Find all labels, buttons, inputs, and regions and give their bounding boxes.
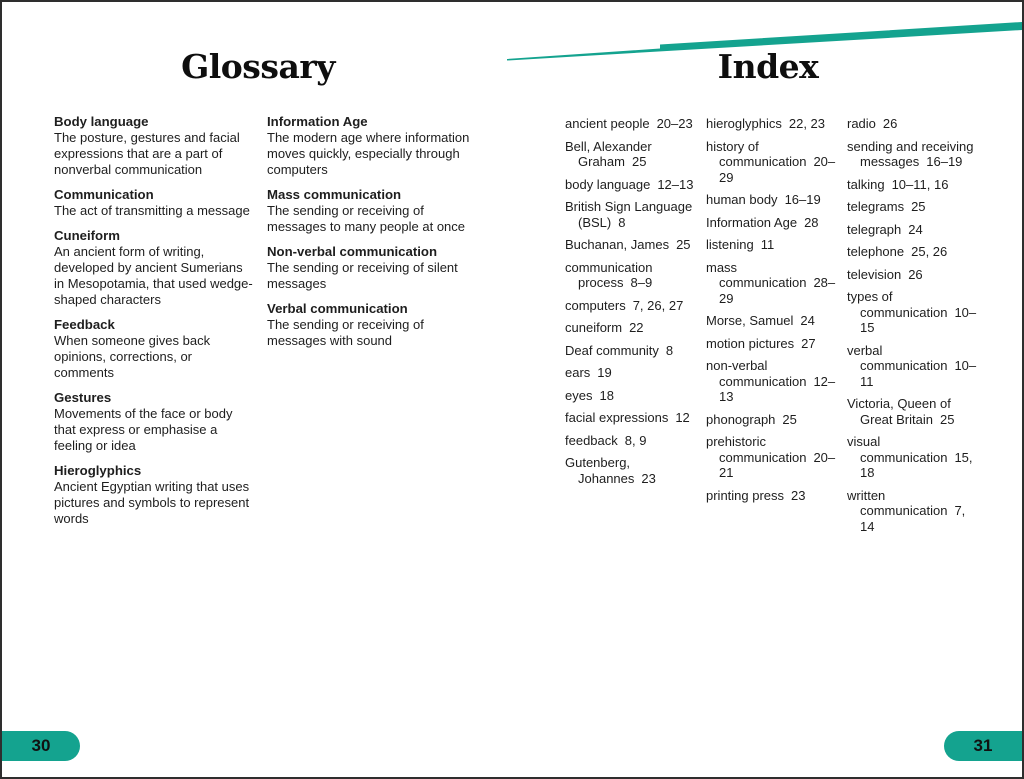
glossary-entry bbox=[54, 187, 254, 219]
index-pages: 23 bbox=[791, 487, 806, 503]
index-pages: 24 bbox=[908, 221, 923, 237]
glossary-section bbox=[54, 114, 479, 536]
index-term: phonograph bbox=[706, 411, 776, 427]
index-term: verbal communication bbox=[847, 342, 948, 373]
index-entry bbox=[706, 116, 836, 132]
index-entry bbox=[706, 358, 836, 405]
index-pages: 7, 26, 27 bbox=[632, 297, 684, 313]
index-pages: 18 bbox=[599, 387, 614, 403]
index-pages: 8 bbox=[665, 342, 674, 358]
index-entry bbox=[565, 455, 695, 486]
index-term: telegrams bbox=[847, 199, 905, 214]
glossary-entry bbox=[54, 114, 254, 178]
glossary-entry bbox=[267, 244, 479, 292]
index-pages: 8–9 bbox=[630, 275, 653, 290]
index-section bbox=[565, 116, 977, 541]
page-number-badge-right bbox=[944, 731, 1022, 761]
index-pages: 16–19 bbox=[926, 154, 963, 169]
index-pages: 12–13 bbox=[719, 373, 836, 404]
glossary-term: Feedback bbox=[54, 317, 115, 332]
page-number-left: 30 bbox=[31, 736, 51, 755]
index-pages: 10–11, 16 bbox=[891, 176, 949, 192]
index-entry bbox=[565, 298, 695, 314]
index-term: feedback bbox=[565, 432, 618, 448]
index-entry bbox=[565, 365, 695, 381]
index-term: human body bbox=[706, 192, 778, 207]
index-term: types of communication bbox=[847, 289, 948, 320]
index-entry bbox=[706, 488, 836, 504]
index-pages: 20–29 bbox=[719, 154, 836, 185]
index-term: prehistoric communication bbox=[706, 434, 807, 465]
glossary-entry bbox=[267, 301, 479, 349]
index-pages: 10–11 bbox=[860, 358, 977, 389]
index-entry bbox=[706, 313, 836, 329]
index-entry bbox=[565, 116, 695, 132]
index-pages: 12–13 bbox=[657, 176, 694, 192]
glossary-entry bbox=[54, 390, 254, 454]
index-term: motion pictures bbox=[706, 335, 795, 351]
index-pages: 25 bbox=[631, 154, 647, 169]
index-pages: 10–15 bbox=[860, 304, 977, 335]
glossary-column-1 bbox=[54, 114, 254, 536]
index-term: Information Age bbox=[706, 214, 798, 230]
index-pages: 7, 14 bbox=[860, 503, 966, 534]
index-term: hieroglyphics bbox=[706, 116, 782, 131]
glossary-page-title: Glossary bbox=[181, 47, 335, 86]
index-entry bbox=[565, 199, 695, 230]
glossary-term: Non-verbal communication bbox=[267, 244, 437, 259]
glossary-term: Information Age bbox=[267, 114, 368, 129]
index-pages: 25, 26 bbox=[911, 244, 948, 259]
index-entry bbox=[565, 260, 695, 291]
index-term: printing press bbox=[706, 487, 785, 503]
glossary-entry bbox=[54, 317, 254, 381]
index-entry bbox=[847, 244, 977, 260]
index-term: talking bbox=[847, 176, 885, 192]
index-pages: 23 bbox=[641, 470, 656, 486]
index-entry bbox=[847, 434, 977, 481]
index-term: Deaf community bbox=[565, 342, 659, 358]
index-entry bbox=[706, 260, 836, 307]
index-term: telegraph bbox=[847, 221, 902, 237]
index-pages: 26 bbox=[882, 116, 898, 131]
index-term: listening bbox=[706, 237, 754, 252]
index-term: facial expressions bbox=[565, 410, 669, 425]
glossary-column-2 bbox=[267, 114, 479, 536]
index-term: Victoria, Queen of Great Britain bbox=[847, 396, 951, 427]
index-entry bbox=[706, 434, 836, 481]
index-term: computers bbox=[565, 297, 626, 313]
index-pages: 26 bbox=[908, 266, 923, 282]
index-entry bbox=[565, 433, 695, 449]
index-entry bbox=[706, 237, 836, 253]
index-entry bbox=[565, 320, 695, 336]
index-pages: 12 bbox=[675, 410, 690, 425]
index-term: Bell, Alexander Graham bbox=[565, 138, 652, 169]
index-term: history of communication bbox=[706, 138, 807, 169]
index-pages: 28 bbox=[804, 214, 819, 230]
index-entry bbox=[565, 410, 695, 426]
index-pages: 25 bbox=[911, 199, 926, 214]
index-entry bbox=[847, 116, 977, 132]
index-entry bbox=[847, 222, 977, 238]
glossary-definition: The sending or receiving of messages to many people at once bbox=[267, 203, 466, 234]
index-entry bbox=[565, 343, 695, 359]
index-term: visual communication bbox=[847, 434, 948, 465]
index-entry bbox=[847, 139, 977, 170]
index-pages: 27 bbox=[801, 335, 816, 351]
index-entry bbox=[847, 488, 977, 535]
index-term: body language bbox=[565, 176, 651, 192]
page-number-badge-left bbox=[2, 731, 80, 761]
glossary-entry bbox=[54, 228, 254, 308]
index-term: eyes bbox=[565, 387, 593, 403]
index-entry bbox=[847, 177, 977, 193]
index-term: Gutenberg, Johannes bbox=[565, 455, 635, 486]
index-term: sending and receiving messages bbox=[847, 138, 974, 169]
index-pages: 25 bbox=[782, 411, 797, 427]
glossary-entry bbox=[267, 114, 479, 178]
index-term: written communication bbox=[847, 487, 948, 518]
index-pages: 25 bbox=[676, 237, 691, 252]
glossary-definition: Ancient Egyptian writing that uses pictures and symbols to represent words bbox=[54, 479, 250, 526]
index-pages: 16–19 bbox=[784, 192, 821, 207]
glossary-term: Communication bbox=[54, 187, 154, 202]
index-entry bbox=[706, 412, 836, 428]
index-pages: 22 bbox=[629, 320, 644, 335]
glossary-term: Body language bbox=[54, 114, 149, 129]
index-entry bbox=[706, 336, 836, 352]
index-term: Buchanan, James bbox=[565, 237, 670, 252]
glossary-definition: The posture, gestures and facial expressions that are a part of nonverbal communication bbox=[54, 130, 240, 177]
index-term: telephone bbox=[847, 244, 905, 259]
glossary-term: Verbal communication bbox=[267, 301, 408, 316]
glossary-term: Cuneiform bbox=[54, 228, 120, 243]
index-pages: 19 bbox=[597, 365, 612, 380]
index-pages: 8 bbox=[618, 214, 626, 230]
glossary-entry bbox=[267, 187, 479, 235]
index-entry bbox=[847, 396, 977, 427]
index-pages: 15, 18 bbox=[860, 449, 973, 480]
glossary-term: Hieroglyphics bbox=[54, 463, 142, 478]
index-term: cuneiform bbox=[565, 320, 623, 335]
glossary-definition: When someone gives back opinions, corrections, or comments bbox=[54, 333, 211, 380]
index-term: ancient people bbox=[565, 116, 650, 131]
index-term: communication process bbox=[565, 259, 653, 290]
glossary-definition: The sending or receiving of messages with sound bbox=[267, 317, 424, 348]
index-pages: 8, 9 bbox=[624, 432, 647, 448]
index-entry bbox=[847, 199, 977, 215]
index-pages: 20–23 bbox=[656, 116, 693, 131]
index-pages: 20–21 bbox=[719, 449, 836, 480]
glossary-definition: Movements of the face or body that express or emphasise a feeling or idea bbox=[54, 406, 233, 453]
index-term: television bbox=[847, 266, 902, 282]
index-term: radio bbox=[847, 116, 876, 131]
glossary-definition: The act of transmitting a message bbox=[54, 203, 250, 218]
index-page-title: Index bbox=[717, 47, 819, 86]
index-pages: 11 bbox=[760, 237, 775, 252]
index-pages: 28–29 bbox=[719, 275, 836, 306]
index-entry bbox=[565, 177, 695, 193]
index-term: mass communication bbox=[706, 259, 807, 290]
index-column-2 bbox=[706, 116, 836, 541]
page-number-right: 31 bbox=[973, 736, 993, 755]
index-pages: 24 bbox=[800, 313, 815, 328]
index-entry bbox=[565, 237, 695, 253]
index-term: Morse, Samuel bbox=[706, 313, 794, 328]
index-pages: 22, 23 bbox=[788, 116, 826, 131]
index-entry bbox=[565, 139, 695, 170]
index-term: ears bbox=[565, 365, 591, 380]
index-column-3 bbox=[847, 116, 977, 541]
glossary-term: Mass communication bbox=[267, 187, 402, 202]
glossary-definition: The sending or receiving of silent messages bbox=[267, 260, 458, 291]
index-column-1 bbox=[565, 116, 695, 541]
glossary-entry bbox=[54, 463, 254, 527]
index-entry bbox=[706, 215, 836, 231]
glossary-definition: The modern age where information moves quickly, especially through computers bbox=[267, 130, 470, 177]
index-entry bbox=[847, 289, 977, 336]
index-entry bbox=[847, 267, 977, 283]
index-pages: 25 bbox=[939, 411, 955, 427]
glossary-term: Gestures bbox=[54, 390, 112, 405]
index-term: British Sign Language (BSL) bbox=[565, 199, 693, 230]
index-entry bbox=[706, 139, 836, 186]
index-entry bbox=[706, 192, 836, 208]
glossary-definition: An ancient form of writing, developed by ancient Sumerians in Mesopotamia, that used wedge-shaped characters bbox=[54, 244, 253, 307]
index-entry bbox=[847, 343, 977, 390]
index-term: non-verbal communication bbox=[706, 358, 807, 389]
index-entry bbox=[565, 388, 695, 404]
